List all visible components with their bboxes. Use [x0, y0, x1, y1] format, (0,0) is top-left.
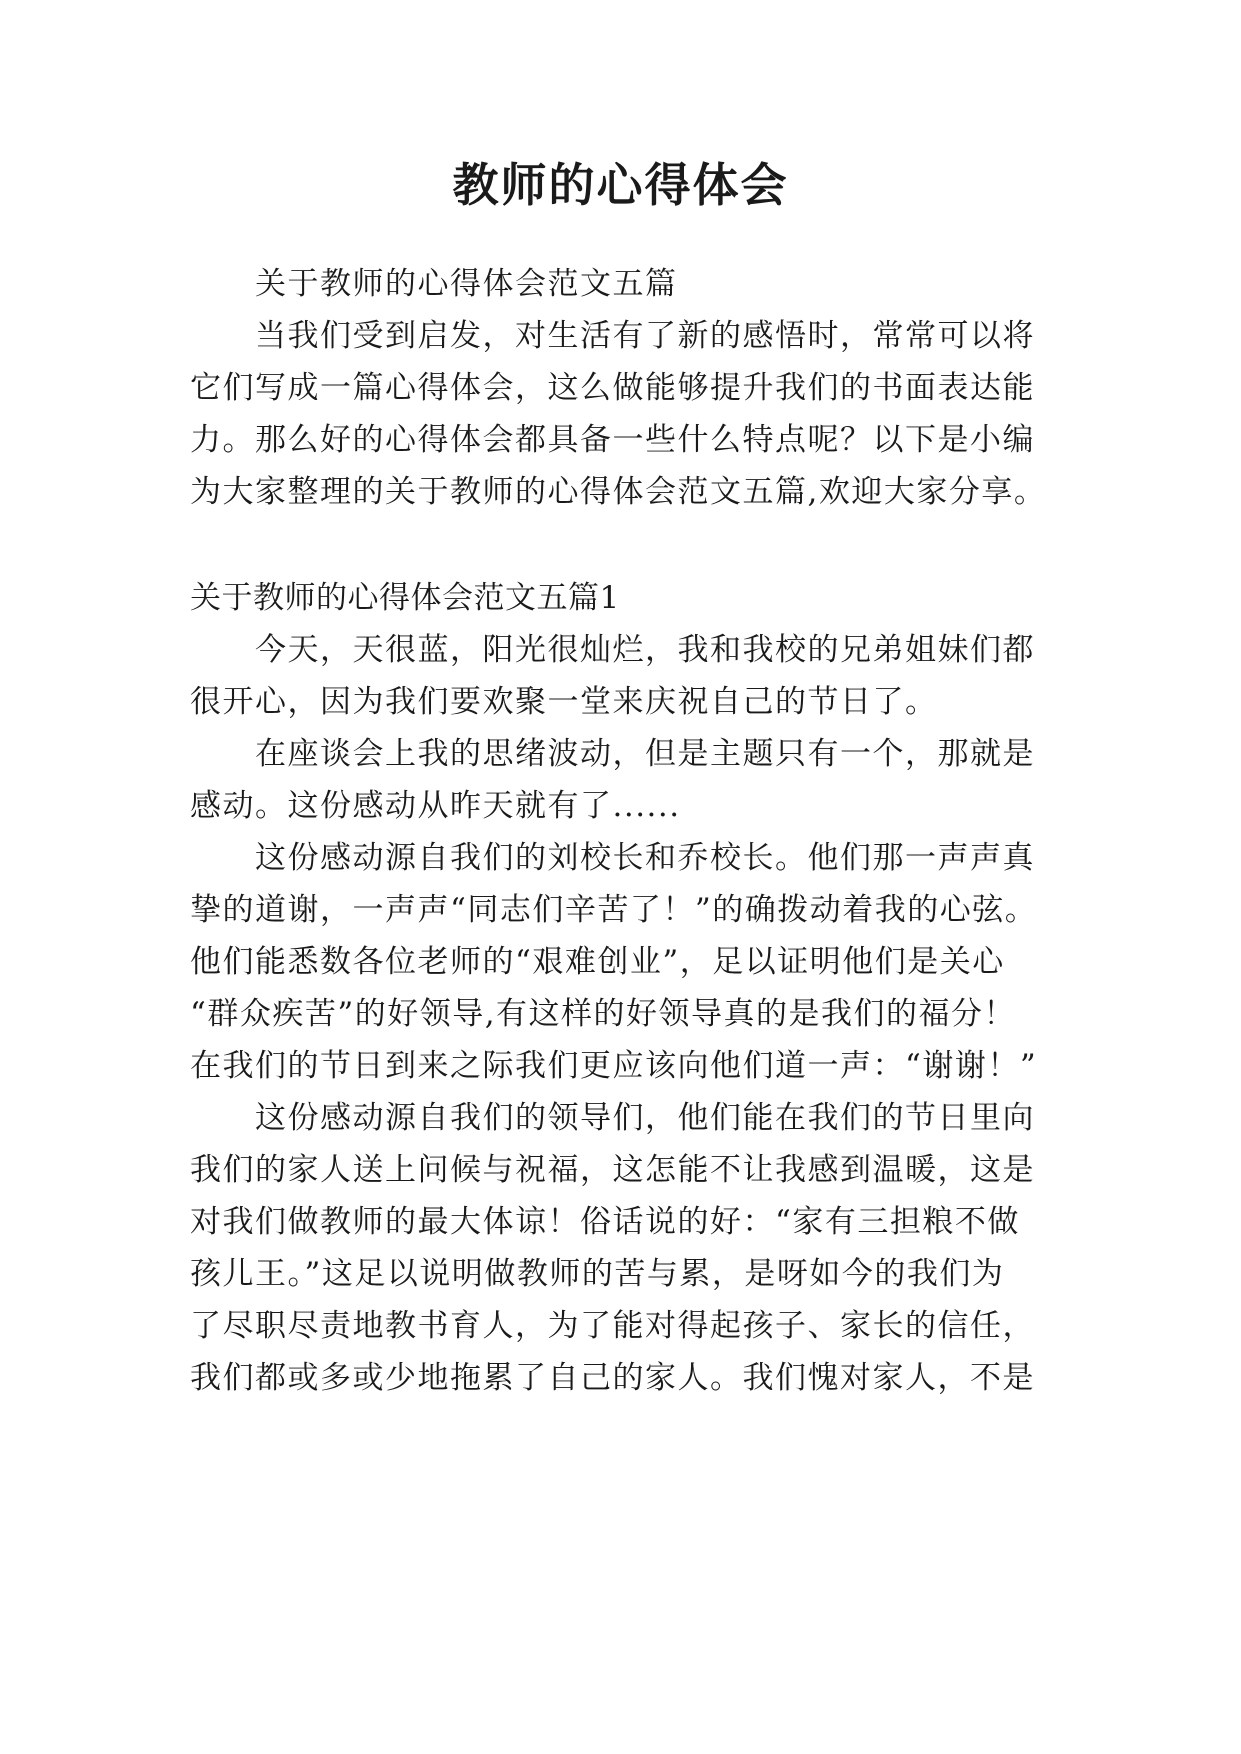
paragraph-line: 这份感动源自我们的刘校长和乔校长。他们那一声声真	[255, 840, 1035, 876]
paragraph-line: 孩儿王。”这足以说明做教师的苦与累，是呀如今的我们为	[190, 1256, 1005, 1292]
paragraph-line: 为大家整理的关于教师的心得体会范文五篇,欢迎大家分享。	[190, 474, 1047, 510]
paragraph-line: 挚的道谢，一声声“同志们辛苦了！”的确拨动着我的心弦。	[190, 892, 1038, 928]
paragraph-line: 了尽职尽责地教书育人，为了能对得起孩子、家长的信任，	[190, 1308, 1035, 1344]
paragraph-line: 在座谈会上我的思绪波动，但是主题只有一个，那就是	[255, 736, 1035, 772]
paragraph-line: 感动。这份感动从昨天就有了......	[190, 788, 681, 824]
paragraph-line: 当我们受到启发，对生活有了新的感悟时，常常可以将	[255, 318, 1035, 354]
paragraph-line: 我们的家人送上问候与祝福，这怎能不让我感到温暖，这是	[190, 1152, 1035, 1188]
document-title: 教师的心得体会	[452, 158, 789, 212]
paragraph-line: “群众疾苦”的好领导,有这样的好领导真的是我们的福分！	[190, 996, 1017, 1032]
paragraph-line: 它们写成一篇心得体会，这么做能够提升我们的书面表达能	[190, 370, 1035, 406]
paragraph-line: 这份感动源自我们的领导们，他们能在我们的节日里向	[255, 1100, 1035, 1136]
paragraph-line: 力。那么好的心得体会都具备一些什么特点呢？以下是小编	[190, 422, 1035, 458]
paragraph-line: 对我们做教师的最大体谅！俗话说的好：“家有三担粮不做	[190, 1204, 1020, 1240]
paragraph-line: 很开心，因为我们要欢聚一堂来庆祝自己的节日了。	[190, 684, 938, 720]
intro-heading: 关于教师的心得体会范文五篇	[255, 266, 678, 302]
section-heading: 关于教师的心得体会范文五篇1	[190, 580, 620, 616]
paragraph-line: 他们能悉数各位老师的“艰难创业”，足以证明他们是关心	[190, 944, 1005, 980]
paragraph-line: 在我们的节日到来之际我们更应该向他们道一声：“谢谢！”	[190, 1048, 1038, 1084]
paragraph-line: 我们都或多或少地拖累了自己的家人。我们愧对家人，不是	[190, 1360, 1035, 1396]
paragraph-line: 今天，天很蓝，阳光很灿烂，我和我校的兄弟姐妹们都	[255, 632, 1035, 668]
